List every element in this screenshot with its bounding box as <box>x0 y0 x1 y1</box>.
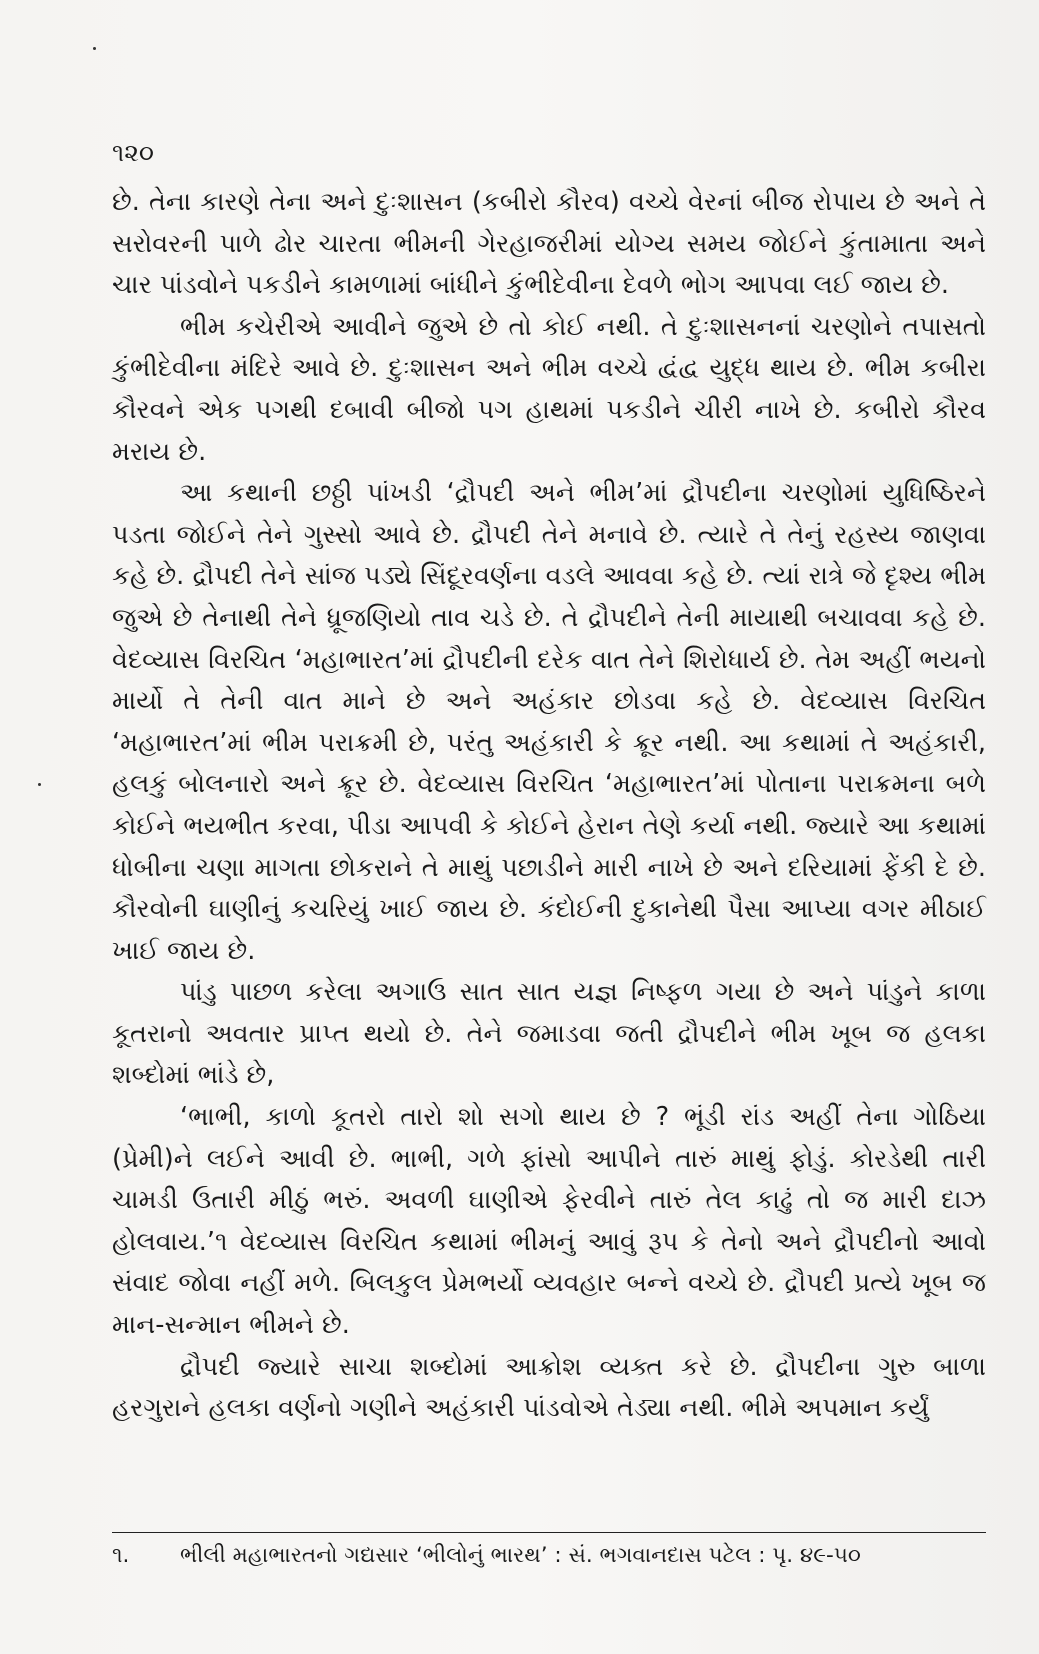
paragraph: ‘ભાભી, કાળો કૂતરો તારો શો સગો થાય છે ? ભૂંડી રાંડ અહીં તેના ગોઠિયા (પ્રેમી)ને લઈને આવી છે. ભાભી, ગળે ફાંસો આપીને તારું માથું ફોડું. કોરડેથી તારી ચામડી ઉતારી મીઠું ભરું. અવળી ઘાણીએ ફેરવીને તારું તેલ કાઢું તો જ મારી દાઝ હોલવાય.’૧ વેદવ્યાસ વિરચિત કથામાં ભીમનું આવું રૂપ કે તેનો અને દ્રૌપદીનો આવો સંવાદ જોવા નહીં મળે. બિલકુલ પ્રેમભર્યો વ્યવહાર બન્ને વચ્ચે છે. દ્રૌપદી પ્રત્યે ખૂબ જ માન-સન્માન ભીમને છે. <box>112 1102 986 1341</box>
page-number: ૧૨૦ <box>112 138 154 167</box>
paragraph: દ્રૌપદી જ્યારે સાચા શબ્દોમાં આક્રોશ વ્યક્ત કરે છે. દ્રૌપદીના ગુરુ બાળા હરગુરાને હલકા વર્ણનો ગણીને અહંકારી પાંડવોએ તેડ્યા નથી. ભીમે અપમાન કર્યું <box>112 1351 986 1424</box>
paragraph: છે. તેના કારણે તેના અને દુઃશાસન (કબીરો કૌરવ) વચ્ચે વેરનાં બીજ રોપાય છે અને તે સરોવરની પાળે ઢોર ચારતા ભીમની ગેરહાજરીમાં યોગ્ય સમય જોઈને કુંતામાતા અને ચાર પાંડવોને પકડીને કામળામાં બાંધીને કુંભીદેવીના દેવળે ભોગ આપવા લઈ જાય છે. <box>112 187 986 301</box>
paragraph: આ કથાની છઠ્ઠી પાંખડી ‘દ્રૌપદી અને ભીમ’માં દ્રૌપદીના ચરણોમાં યુધિષ્ઠિરને પડતા જોઈને તેને ગુસ્સો આવે છે. દ્રૌપદી તેને મનાવે છે. ત્યારે તે તેનું રહસ્ય જાણવા કહે છે. દ્રૌપદી તેને સાંજ પડ્યે સિંદૂરવર્ણના વડલે આવવા કહે છે. ત્યાં રાત્રે જે દૃશ્ય ભીમ જુએ છે તેનાથી તેને ધ્રૂજણિયો તાવ ચડે છે. તે દ્રૌપદીને તેની માયાથી બચાવવા કહે છે. વેદવ્યાસ વિરચિત ‘મહાભારત’માં દ્રૌપદીની દરેક વાત તેને શિરોધાર્ય છે. તેમ અહીં ભયનો માર્યો તે તેની વાત માને છે અને અહંકાર છોડવા કહે છે. વેદવ્યાસ વિરચિત ‘મહાભારત’માં ભીમ પરાક્રમી છે, પરંતુ અહંકારી કે ક્રૂર નથી. આ કથામાં તે અહંકારી, હલકું બોલનારો અને ક્રૂર છે. વેદવ્યાસ વિરચિત ‘મહાભારત’માં પોતાના પરાક્રમના બળે કોઈને ભયભીત કરવા, પીડા આપવી કે કોઈને હેરાન તેણે કર્યા નથી. જ્યારે આ કથામાં ધોબીના ચણા માગતા છોકરાને તે માથું પછાડીને મારી નાખે છે અને દરિયામાં ફેંકી દે છે. કૌરવોની ઘાણીનું કચરિયું ખાઈ જાય છે. કંદોઈની દુકાનેથી પૈસા આપ્યા વગર મીઠાઈ ખાઈ જાય છે. <box>112 478 986 966</box>
body-text <box>112 182 986 1430</box>
footnote-mark: ૧. <box>112 1543 130 1568</box>
footnote-divider <box>112 1532 986 1533</box>
print-speck <box>38 783 41 786</box>
print-speck <box>93 47 96 50</box>
footnote <box>112 1540 986 1572</box>
paragraph: પાંડુ પાછળ કરેલા અગાઉ સાત સાત યજ્ઞ નિષ્ફળ ગયા છે અને પાંડુને કાળા કૂતરાનો અવતાર પ્રાપ્ત થયો છે. તેને જમાડવા જતી દ્રૌપદીને ભીમ ખૂબ જ હલકા શબ્દોમાં ભાંડે છે, <box>112 977 986 1091</box>
footnote-text: ભીલી મહાભારતનો ગદ્યસાર ‘ભીલોનું ભારથ’ : સં. ભગવાનદાસ પટેલ : પૃ. ૪૯-૫૦ <box>180 1543 861 1568</box>
paragraph: ભીમ કચેરીએ આવીને જુએ છે તો કોઈ નથી. તે દુઃશાસનનાં ચરણોને તપાસતો કુંભીદેવીના મંદિરે આવે છે. દુઃશાસન અને ભીમ વચ્ચે દ્વંદ્વ યુદ્ધ થાય છે. ભીમ કબીરા કૌરવને એક પગથી દબાવી બીજો પગ હાથમાં પકડીને ચીરી નાખે છે. કબીરો કૌરવ મરાય છે. <box>112 311 986 467</box>
